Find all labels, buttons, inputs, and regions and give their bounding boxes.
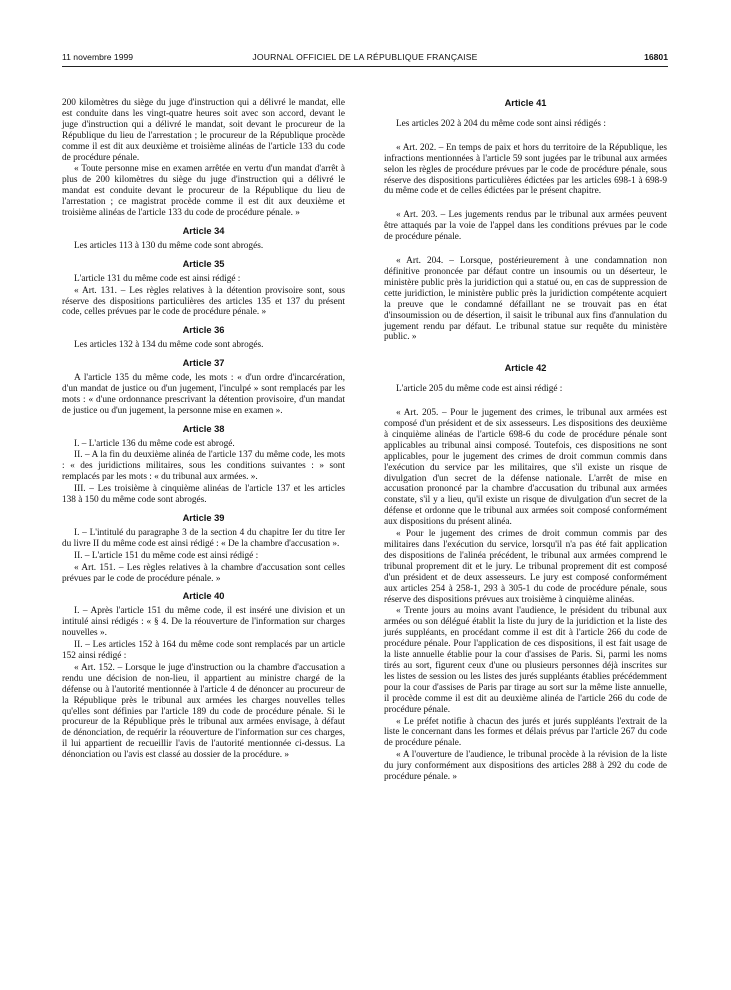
article-heading: Article 41 (504, 98, 547, 108)
left-column (62, 98, 345, 762)
page-header (62, 52, 668, 66)
paragraph: « Art. 202. – En temps de paix et hors du territoire de la République, les infractions mentionnées à l'article 59 sont jugées par le tribunal aux armées selon les règles de procédure prévues par le code de procédure pénale, sous réserve des dispositions particulières édictées par les articles 698-1 à 698-9 du même code et de celles édictées par le présent chapitre. (384, 142, 667, 197)
article-heading: Article 34 (182, 225, 225, 236)
journal-title: JOURNAL OFFICIEL DE LA RÉPUBLIQUE FRANÇAISE (252, 52, 478, 62)
paragraph: A l'article 135 du même code, les mots : « d'un ordre d'incarcération, d'un mandat de justice ou d'un jugement, l'inculpé » sont remplacés par les mots : « d'une ordonnance prescrivant la détention provisoire, d'un mandat de justice ou d'un jugement, la personne mise en examen ». (62, 373, 345, 416)
paragraph: I. – Après l'article 151 du même code, il est inséré une division et un intitulé ainsi rédigés : « § 4. De la réouverture de l'information sur charges nouvelles ». (62, 606, 345, 639)
paragraph: II. – L'article 151 du même code est ainsi rédigé : (74, 550, 259, 561)
page-number: 16801 (644, 52, 668, 62)
article-heading: Article 38 (182, 423, 225, 434)
paragraph: « Art. 205. – Pour le jugement des crimes, le tribunal aux armées est composé d'un président et de six assesseurs. Les dispositions des deuxième à cinquième alinéas de l'article 698-6 du code de procédure pénale sont applicables au tribunal ainsi composé. Toutefois, ces dispositions ne sont applicables, pour le jugement des crimes de droit commun commis dans l'exécution du service par les militaires, que s'il existe un risque de divulgation d'un secret de la défense nationale. L'arrêt de mise en accusation prononcé par la chambre d'accusation du tribunal aux armées constate, s'il y a lieu, qu'il existe un risque de divulgation d'un secret de la défense et ordonne que le tribunal aux armées soit composé conformément aux dispositions du présent alinéa. (384, 408, 667, 528)
issue-date: 11 novembre 1999 (62, 52, 134, 62)
right-column (384, 98, 667, 784)
paragraph: « Toute personne mise en examen arrêtée en vertu d'un mandat d'arrêt à plus de 200 kilomètres du siège du juge d'instruction qui a délivré le mandat est conduite devant le procureur de la République du lieu de l'arrestation ; ce magistrat procède comme il est dit aux deuxième et troisième alinéas de l'article 133 du code de procédure pénale. » (62, 164, 345, 219)
paragraph: 200 kilomètres du siège du juge d'instruction qui a délivré le mandat, elle est conduite dans les vingt-quatre heures soit avec son accord, devant le juge d'instruction qui a délivré le mandat, soit devant le procureur de la République du lieu de l'arrestation ; le procureur de la République procède comme il est dit aux deuxième et troisième alinéas de l'article 133 du code de procédure pénale. (62, 98, 345, 163)
paragraph: « Art. 131. – Les règles relatives à la détention provisoire sont, sous réserve des dispositions particulières des articles 135 et 137 du présent code, celles prévues par le code de procédure pénale. » (62, 285, 345, 318)
paragraph: « Art. 152. – Lorsque le juge d'instruction ou la chambre d'accusation a rendu une décision de non-lieu, il appartient au ministre chargé de la défense ou à l'autorité mentionnée à l'article 4 de dénoncer au procureur de la République près le tribunal aux armées les charges nouvelles telles qu'elles sont définies par l'article 189 du code de procédure pénale. Si le procureur de la République près le tribunal aux armées envisage, à défaut de dénonciation, de requérir la réouverture de l'information sur ces charges, il lui appartient de recueillir l'avis de l'autorité mentionnée ci-dessus. La dénonciation ou l'avis est classé au dossier de la procédure. » (62, 662, 345, 761)
paragraph: « A l'ouverture de l'audience, le tribunal procède à la révision de la liste du jury conformément aux dispositions des articles 288 à 292 du code de procédure pénale. » (384, 750, 667, 783)
paragraph: « Art. 203. – Les jugements rendus par le tribunal aux armées peuvent être attaqués par la voie de l'appel dans les conditions prévues par le code de procédure pénale. (384, 210, 667, 243)
header-rule (62, 66, 668, 67)
article-heading: Article 37 (182, 358, 225, 369)
paragraph: « Trente jours au moins avant l'audience, le président du tribunal aux armées ou son délégué établit la liste du jury de la juridiction et la liste des jurés suppléants, en procédant comme il est dit à l'article 266 du code de procédure pénale. Pour l'application de ces dispositions, il est fait usage de la liste annuelle établie pour la cour d'assises de Paris. Si, parmi les noms tirés au sort, figurent ceux d'une ou plusieurs personnes déjà inscrites sur les listes de session ou les listes des jurés suppléants établies précédemment pour la cour d'assises de Paris par tirage au sort sur la même liste annuelle, il procède comme il est dit au deuxième alinéa de l'article 266 du code de procédure pénale. (384, 606, 667, 715)
article-heading: Article 42 (504, 363, 547, 374)
paragraph: « Art. 151. – Les règles relatives à la chambre d'accusation sont celles prévues par le code de procédure pénale. » (62, 562, 345, 584)
paragraph: I. – L'intitulé du paragraphe 3 de la section 4 du chapitre Ier du titre Ier du livre II du même code est ainsi rédigé : « De la chambre d'accusation ». (62, 527, 345, 549)
paragraph: II. – A la fin du deuxième alinéa de l'article 137 du même code, les mots : « des juridictions militaires, sous les conditions suivantes : » sont remplacés par les mots : « du tribunal aux armées. ». (62, 450, 345, 483)
paragraph: Les articles 202 à 204 du même code sont ainsi rédigés : (396, 118, 606, 129)
paragraph: « Pour le jugement des crimes de droit commun commis par des militaires dans l'exécution du service, lorsqu'il n'a pas été fait application des dispositions de l'alinéa précédent, le tribunal aux armées comprend le tribunal proprement dit et le jury. Le tribunal proprement dit est composé d'un président et de deux assesseurs. Le jury est composé conformément aux articles 254 à 258-1, 293 à 305-1 du code de procédure pénale, sous réserve des dispositions prévues aux troisième à cinquième alinéas. (384, 529, 667, 605)
paragraph: « Le préfet notifie à chacun des jurés et jurés suppléants l'extrait de la liste le concernant dans les formes et délais prévus par l'article 267 du code de procédure pénale. (384, 716, 667, 749)
paragraph: II. – Les articles 152 à 164 du même code sont remplacés par un article 152 ainsi rédigé : (62, 640, 345, 661)
paragraph: « Art. 204. – Lorsque, postérieurement à une condamnation non définitive prononcée par défaut contre un insoumis ou un déserteur, le ministère public près la juridiction qui a statué ou, en cas de suppression de cette juridiction, le ministère public près la juridiction compétente acquiert la preuve que le condamné défaillant ne se trouvait pas en état d'insoumission ou de désertion, il saisit le tribunal aux fins d'annulation du jugement rendu par défaut. Le tribunal statue sur requête du ministère public. » (384, 256, 667, 343)
paragraph: L'article 131 du même code est ainsi rédigé : (74, 273, 241, 284)
paragraph: III. – Les troisième à cinquième alinéas de l'article 137 et les articles 138 à 150 du même code sont abrogés. (62, 484, 345, 506)
paragraph: I. – L'article 136 du même code est abrogé. (74, 438, 235, 449)
paragraph: L'article 205 du même code est ainsi rédigé : (396, 384, 563, 395)
article-heading: Article 36 (182, 325, 225, 336)
article-heading: Article 35 (182, 258, 225, 269)
paragraph: Les articles 113 à 130 du même code sont abrogés. (74, 240, 264, 251)
article-heading: Article 39 (182, 513, 225, 523)
paragraph: Les articles 132 à 134 du même code sont abrogés. (74, 340, 264, 351)
article-heading: Article 40 (182, 591, 225, 602)
